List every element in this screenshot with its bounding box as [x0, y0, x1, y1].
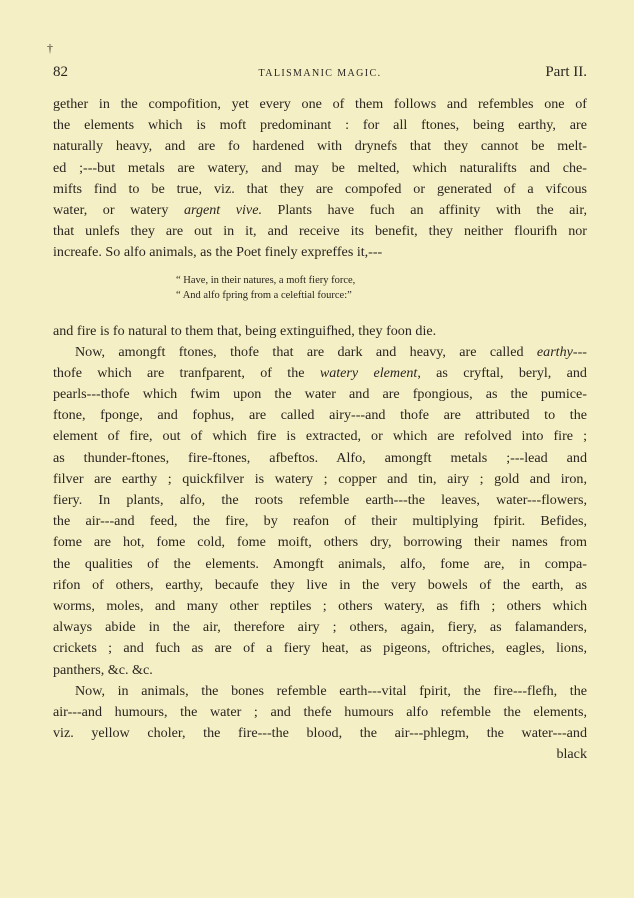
- text-line: the air---and feed, the fire, by reafon of their multiplying fpirit. Befides,: [53, 513, 587, 530]
- verse-line: “ And alfo fpring from a celeftial fource:”: [176, 289, 352, 301]
- running-title: TALISMANIC MAGIC.: [258, 68, 382, 79]
- text-line: ftone, fponge, and fophus, are called airy---and thofe are attributed to the: [53, 407, 587, 424]
- verse-line: “ Have, in their natures, a moft fiery force,: [176, 274, 356, 286]
- part-label: Part II.: [545, 64, 587, 80]
- text-span: water, or watery: [53, 201, 184, 218]
- text-line: fome are hot, fome cold, fome moift, others dry, borrowing their names from: [53, 534, 587, 551]
- text-line: air---and humours, the water ; and thefe humours alfo refemble the elements,: [53, 703, 587, 720]
- text-line: viz. yellow choler, the fire---the blood, the air---phlegm, the water---and: [53, 725, 587, 742]
- margin-mark: †: [47, 41, 53, 55]
- text-span: Plants have fuch an affinity with the air,: [261, 201, 587, 218]
- text-line: fiery. In plants, alfo, the roots refemble earth---the leaves, water---flowers,: [53, 492, 587, 508]
- italic-term: watery element: [319, 364, 418, 381]
- text-line: [53, 342, 587, 363]
- text-line: gether in the compofition, yet every one of them follows and refembles one of: [53, 96, 587, 112]
- text-line: always abide in the air, therefore airy ; others, again, fiery, as falamanders,: [53, 619, 587, 636]
- text-line: [53, 200, 587, 221]
- text-span: Now, amongft ftones, thofe that are dark and heavy, are called: [75, 343, 537, 360]
- text-line: rifon of others, earthy, becaufe they live in the very bowels of the earth, as: [53, 576, 587, 593]
- italic-term: argent vive.: [183, 201, 262, 218]
- text-line: mifts find to be true, viz. that they are compofed or generated of a vifcous: [53, 180, 587, 197]
- text-line: the qualities of the elements. Amongft animals, alfo, fome are, in compa-: [53, 555, 587, 572]
- text-line: the elements which is moft predominant : for all ftones, being earthy, are: [53, 117, 587, 134]
- text-line: worms, moles, and many other reptiles ; others watery, as fifh ; others which: [53, 597, 587, 614]
- text-span: thofe which are tranfparent, of the: [53, 364, 320, 381]
- text-line: crickets ; and fuch as are of a fiery heat, as pigeons, oftriches, eagles, lions,: [53, 640, 587, 657]
- text-span: ---: [572, 343, 587, 360]
- text-line: naturally heavy, and are fo hardened with drynefs that they cannot be melt-: [53, 138, 587, 155]
- text-line: [53, 363, 587, 384]
- text-line: as thunder-ftones, fire-ftones, afbeftos. Alfo, amongft metals ;---lead and: [53, 449, 587, 466]
- text-line: ed ;---but metals are watery, and may be melted, which naturalifts and che-: [53, 159, 587, 176]
- text-line: that unlefs they are out in it, and receive its benefit, they neither flourifh nor: [53, 223, 587, 240]
- text-line: element of fire, out of which fire is extracted, or which are refolved into fire ;: [53, 428, 587, 445]
- text-line: increafe. So alfo animals, as the Poet finely expreffes it,---: [53, 244, 383, 261]
- text-line: filver are earthy ; quickfilver is watery ; copper and tin, airy ; gold and iron,: [53, 470, 587, 487]
- text-line: panthers, &c. &c.: [53, 661, 153, 678]
- running-header: [53, 64, 587, 84]
- italic-term: earthy: [536, 343, 573, 360]
- page-number: 82: [53, 64, 68, 80]
- page-body: [53, 94, 587, 765]
- text-span: , as cryftal, beryl, and: [417, 364, 587, 381]
- text-line: pearls---thofe which fwim upon the water and are fpongious, as the pumice-: [53, 386, 587, 403]
- text-line: Now, in animals, the bones refemble earth---vital fpirit, the fire---flefh, the: [75, 682, 587, 699]
- text-line: and fire is fo natural to them that, being extinguifhed, they foon die.: [53, 322, 437, 339]
- catchword: black: [556, 746, 587, 763]
